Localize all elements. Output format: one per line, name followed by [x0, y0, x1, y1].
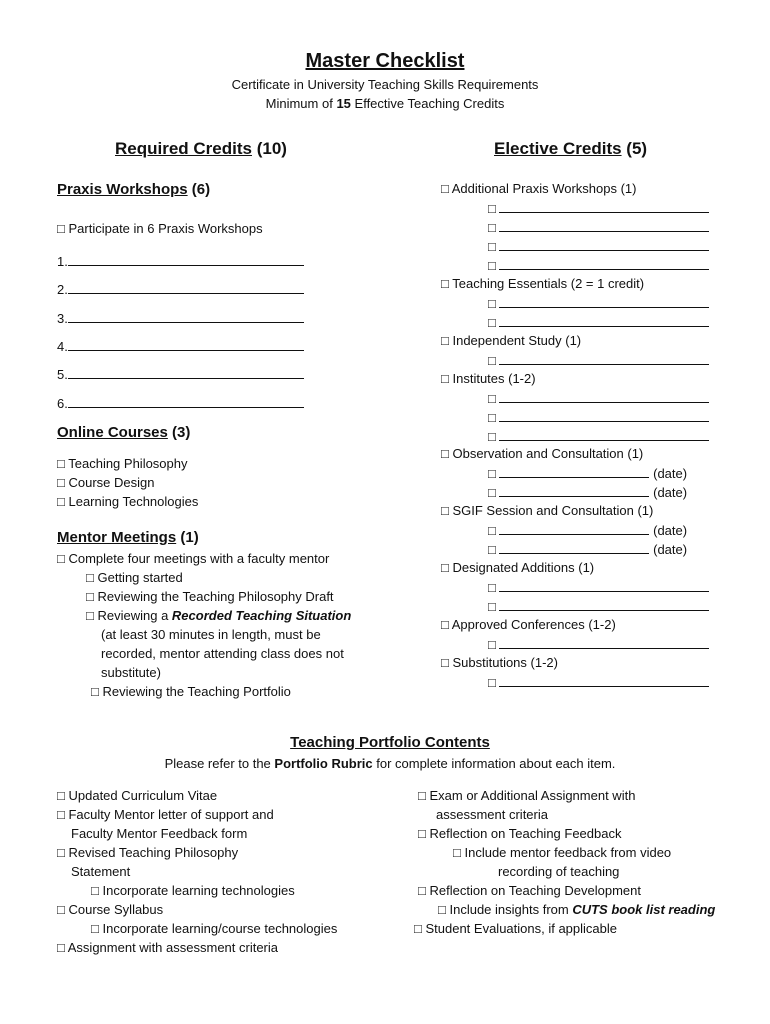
- checkbox-icon[interactable]: □: [86, 589, 94, 604]
- online-courses-heading: Online Courses (3): [57, 424, 191, 441]
- checkbox-icon[interactable]: □: [488, 258, 496, 273]
- checkbox-icon[interactable]: □: [57, 475, 65, 490]
- praxis-workshops-heading: Praxis Workshops (6): [57, 181, 211, 198]
- portfolio-item-continued: assessment criteria: [436, 807, 548, 822]
- checkbox-icon[interactable]: □: [57, 494, 65, 509]
- checkbox-icon[interactable]: □: [441, 617, 449, 632]
- checkbox-icon[interactable]: □: [488, 410, 496, 425]
- portfolio-item[interactable]: □ Revised Teaching Philosophy: [57, 845, 239, 860]
- elective-group[interactable]: □ Observation and Consultation (1): [441, 446, 644, 461]
- checkbox-icon[interactable]: □: [488, 315, 496, 330]
- portfolio-item-continued: Faculty Mentor Feedback form: [71, 826, 248, 841]
- elective-date-line[interactable]: □ (date): [488, 466, 688, 481]
- portfolio-sub-item[interactable]: □ Include mentor feedback from video: [453, 845, 672, 860]
- checkbox-icon[interactable]: □: [488, 429, 496, 444]
- mentor-note-line: recorded, mentor attending class does not: [101, 646, 344, 661]
- checkbox-icon[interactable]: □: [488, 599, 496, 614]
- elective-blank-line[interactable]: [488, 200, 709, 217]
- mentor-sub-item[interactable]: □ Reviewing the Teaching Portfolio: [91, 684, 291, 699]
- online-course-item[interactable]: □ Teaching Philosophy: [57, 456, 188, 471]
- checkbox-icon[interactable]: □: [488, 637, 496, 652]
- portfolio-sub-item[interactable]: □ Incorporate learning technologies: [91, 883, 295, 898]
- checkbox-icon[interactable]: □: [488, 523, 496, 538]
- elective-blank-line[interactable]: [488, 238, 709, 255]
- elective-credits-heading: Elective Credits (5): [494, 139, 648, 158]
- elective-date-line[interactable]: □ (date): [488, 485, 688, 500]
- checkbox-icon[interactable]: □: [91, 921, 99, 936]
- checkbox-icon[interactable]: □: [57, 807, 65, 822]
- portfolio-sub-item[interactable]: □ Incorporate learning/course technologies: [91, 921, 338, 936]
- portfolio-sub-item[interactable]: □ Include insights from CUTS book list reading: [438, 902, 716, 917]
- elective-group[interactable]: □ Substitutions (1-2): [441, 655, 558, 670]
- elective-group[interactable]: □ Additional Praxis Workshops (1): [441, 181, 637, 196]
- checkbox-icon[interactable]: □: [441, 276, 449, 291]
- checkbox-icon[interactable]: □: [86, 570, 94, 585]
- mentor-sub-item[interactable]: □ Getting started: [86, 570, 183, 585]
- portfolio-item[interactable]: □ Exam or Additional Assignment with: [418, 788, 636, 803]
- checkbox-icon[interactable]: □: [414, 921, 422, 936]
- checkbox-icon[interactable]: □: [488, 239, 496, 254]
- portfolio-item[interactable]: □ Faculty Mentor letter of support and: [57, 807, 274, 822]
- checkbox-icon[interactable]: □: [441, 181, 449, 196]
- mentor-sub-item[interactable]: □ Reviewing a Recorded Teaching Situation: [86, 608, 352, 623]
- checkbox-icon[interactable]: □: [418, 826, 426, 841]
- elective-blank-line[interactable]: [488, 674, 709, 691]
- elective-date-line[interactable]: □ (date): [488, 542, 688, 557]
- elective-blank-line[interactable]: [488, 636, 709, 653]
- elective-blank-line[interactable]: [488, 409, 709, 426]
- checkbox-icon[interactable]: □: [57, 940, 65, 955]
- workshop-line-4[interactable]: 4.: [57, 338, 304, 355]
- portfolio-item[interactable]: □ Reflection on Teaching Development: [418, 883, 641, 898]
- checkbox-icon[interactable]: □: [453, 845, 461, 860]
- workshop-line-3[interactable]: 3.: [57, 310, 304, 327]
- required-credits-heading: Required Credits (10): [115, 139, 287, 158]
- elective-blank-line[interactable]: [488, 219, 709, 236]
- portfolio-item[interactable]: □ Reflection on Teaching Feedback: [418, 826, 622, 841]
- workshop-line-6[interactable]: 6.: [57, 395, 304, 412]
- elective-blank-line[interactable]: [488, 598, 709, 615]
- elective-group[interactable]: □ Institutes (1-2): [441, 371, 536, 386]
- checkbox-icon[interactable]: □: [418, 788, 426, 803]
- checkbox-icon[interactable]: □: [57, 221, 65, 236]
- checkbox-icon[interactable]: □: [488, 580, 496, 595]
- checkbox-icon[interactable]: □: [488, 542, 496, 557]
- online-course-item[interactable]: □ Learning Technologies: [57, 494, 199, 509]
- portfolio-item[interactable]: □ Assignment with assessment criteria: [57, 940, 279, 955]
- portfolio-item[interactable]: □ Student Evaluations, if applicable: [414, 921, 617, 936]
- checkbox-icon[interactable]: □: [438, 902, 446, 917]
- checkbox-icon[interactable]: □: [57, 788, 65, 803]
- checkbox-icon[interactable]: □: [488, 485, 496, 500]
- checkbox-icon[interactable]: □: [488, 201, 496, 216]
- checkbox-icon[interactable]: □: [441, 655, 449, 670]
- portfolio-intro: Please refer to the Portfolio Rubric for complete information about each item.: [164, 756, 616, 771]
- mentor-sub-item[interactable]: □ Reviewing the Teaching Philosophy Draft: [86, 589, 334, 604]
- portfolio-heading: Teaching Portfolio Contents: [290, 734, 490, 751]
- elective-blank-line[interactable]: [488, 352, 709, 369]
- checkbox-icon[interactable]: □: [57, 845, 65, 860]
- checkbox-icon[interactable]: □: [57, 902, 65, 917]
- elective-blank-line[interactable]: [488, 428, 709, 445]
- workshop-line-1[interactable]: 1.: [57, 253, 304, 270]
- portfolio-item-continued: recording of teaching: [498, 864, 620, 879]
- elective-blank-line[interactable]: [488, 390, 709, 407]
- elective-group[interactable]: □ SGIF Session and Consultation (1): [441, 503, 654, 518]
- checkbox-icon[interactable]: □: [86, 608, 94, 623]
- praxis-checklist-item[interactable]: □ Participate in 6 Praxis Workshops: [57, 221, 263, 236]
- elective-group[interactable]: □ Designated Additions (1): [441, 560, 595, 575]
- checkbox-icon[interactable]: □: [488, 353, 496, 368]
- checkbox-icon[interactable]: □: [57, 456, 65, 471]
- portfolio-item[interactable]: □ Updated Curriculum Vitae: [57, 788, 218, 803]
- elective-blank-line[interactable]: [488, 295, 709, 312]
- mentor-main-item[interactable]: □ Complete four meetings with a faculty mentor: [57, 551, 330, 566]
- checkbox-icon[interactable]: □: [441, 371, 449, 386]
- checkbox-icon[interactable]: □: [488, 466, 496, 481]
- portfolio-item[interactable]: □ Course Syllabus: [57, 902, 164, 917]
- subtitle-minimum: Minimum of 15 Effective Teaching Credits: [265, 96, 505, 111]
- checkbox-icon[interactable]: □: [418, 883, 426, 898]
- elective-date-line[interactable]: □ (date): [488, 523, 688, 538]
- mentor-meetings-heading: Mentor Meetings (1): [57, 529, 199, 546]
- checkbox-icon[interactable]: □: [441, 333, 449, 348]
- elective-blank-line[interactable]: [488, 257, 709, 274]
- checkbox-icon[interactable]: □: [441, 560, 449, 575]
- checkbox-icon[interactable]: □: [57, 551, 65, 566]
- checkbox-icon[interactable]: □: [441, 446, 449, 461]
- workshop-line-2[interactable]: 2.: [57, 281, 304, 298]
- workshop-line-5[interactable]: 5.: [57, 366, 304, 383]
- mentor-note-line: substitute): [101, 665, 161, 680]
- checkbox-icon[interactable]: □: [91, 883, 99, 898]
- mentor-note-line: (at least 30 minutes in length, must be: [101, 627, 321, 642]
- portfolio-item-continued: Statement: [71, 864, 131, 879]
- elective-blank-line[interactable]: [488, 579, 709, 596]
- subtitle-requirements: Certificate in University Teaching Skills Requirements: [231, 77, 539, 92]
- checkbox-icon[interactable]: □: [488, 391, 496, 406]
- online-course-item[interactable]: □ Course Design: [57, 475, 155, 490]
- elective-group[interactable]: □ Teaching Essentials (2 = 1 credit): [441, 276, 645, 291]
- checkbox-icon[interactable]: □: [488, 220, 496, 235]
- checkbox-icon[interactable]: □: [91, 684, 99, 699]
- checkbox-icon[interactable]: □: [441, 503, 449, 518]
- elective-group[interactable]: □ Independent Study (1): [441, 333, 582, 348]
- page-title: Master Checklist: [305, 50, 465, 72]
- elective-blank-line[interactable]: [488, 314, 709, 331]
- checkbox-icon[interactable]: □: [488, 296, 496, 311]
- checkbox-icon[interactable]: □: [488, 675, 496, 690]
- elective-group[interactable]: □ Approved Conferences (1-2): [441, 617, 616, 632]
